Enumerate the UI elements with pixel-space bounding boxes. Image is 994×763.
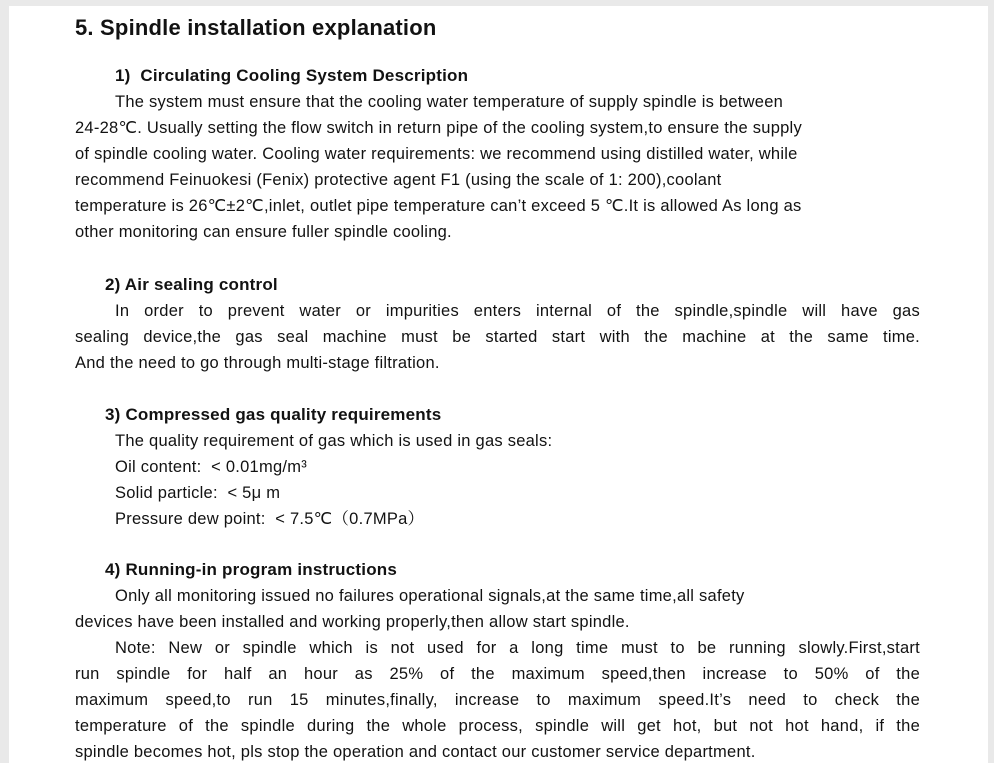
section-4 [75,557,920,763]
section-2 [75,272,920,376]
section-heading: 4) Running-in program instructions [105,560,398,579]
text-line: In order to prevent water or impurities enters internal of the spindle,spindle will have gas [115,302,920,320]
paragraph [75,583,920,635]
text-line: recommend Feinuokesi (Fenix) protective agent F1 (using the scale of 1: 200),coolant [75,171,722,189]
document-body [75,63,920,763]
paragraph [75,635,920,763]
text-line: Solid particle: < 5μ m [115,484,281,502]
paragraph [75,89,920,245]
text-line: 24-28℃. Usually setting the flow switch in return pipe of the cooling system,to ensure the supply [75,119,802,137]
text-line: sealing device,the gas seal machine must be started start with the machine at the same time. [75,328,920,346]
text-line: Oil content: < 0.01mg/m³ [115,458,307,476]
section-heading: 1) Circulating Cooling System Description [115,66,469,85]
document-page [9,6,988,763]
paragraph [75,428,920,532]
section-heading: 2) Air sealing control [105,275,278,294]
section-3 [75,402,920,532]
text-line: Pressure dew point: < 7.5℃（0.7MPa） [115,510,425,528]
text-line: devices have been installed and working properly,then allow start spindle. [75,613,630,631]
text-line: And the need to go through multi-stage filtration. [75,354,440,372]
text-line: other monitoring can ensure fuller spindle cooling. [75,223,452,241]
document-content [75,13,920,763]
text-line: The system must ensure that the cooling water temperature of supply spindle is between [115,93,784,111]
text-line: The quality requirement of gas which is used in gas seals: [115,432,553,450]
text-line: of spindle cooling water. Cooling water requirements: we recommend using distilled water, while [75,145,798,163]
page-title: 5. Spindle installation explanation [75,15,437,40]
paragraph [75,298,920,376]
text-line: Note: New or spindle which is not used for a long time must to be running slowly.First,start [115,639,920,657]
text-line: run spindle for half an hour as 25% of the maximum speed,then increase to 50% of the [75,665,920,683]
section-heading: 3) Compressed gas quality requirements [105,405,442,424]
section-1 [75,63,920,245]
text-line: maximum speed,to run 15 minutes,finally, increase to maximum speed.It’s need to check the [75,691,920,709]
text-line: temperature is 26℃±2℃,inlet, outlet pipe temperature can’t exceed 5 ℃.It is allowed As long as [75,197,802,215]
text-line: temperature of the spindle during the whole process, spindle will get hot, but not hot hand, if the [75,717,920,735]
text-line: spindle becomes hot, pls stop the operation and contact our customer service department. [75,743,756,761]
text-line: Only all monitoring issued no failures operational signals,at the same time,all safety [115,587,745,605]
